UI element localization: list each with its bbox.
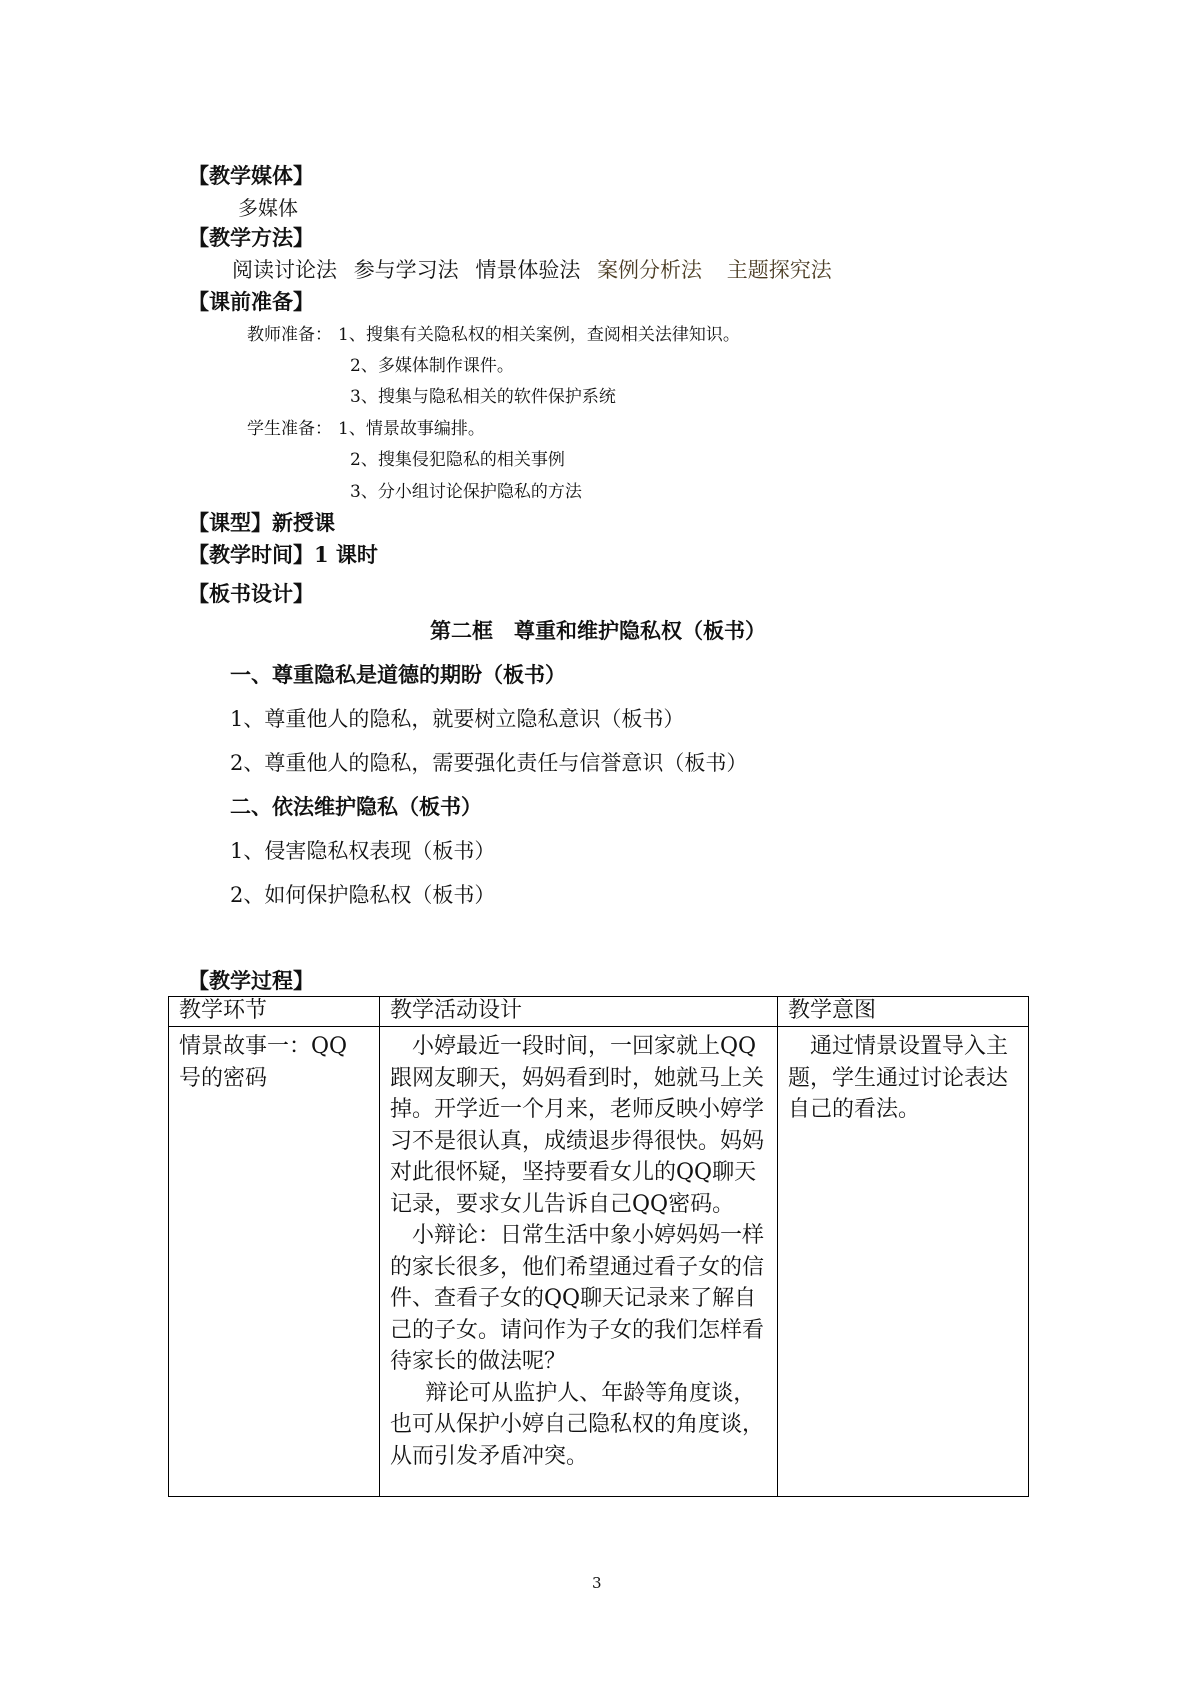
method-item: 主题探究法: [726, 258, 832, 282]
board-item: 1、侵害隐私权表现（板书）: [230, 839, 496, 863]
method-item: 参与学习法: [353, 258, 459, 282]
teacher-prep-label: 教师准备：: [247, 325, 332, 345]
table-header-row: [169, 997, 1029, 1027]
method-item: 阅读讨论法: [232, 258, 337, 282]
student-prep-item: 2、搜集侵犯隐私的相关事例: [350, 450, 565, 470]
methods-list: [232, 254, 832, 284]
activity-paragraph: 小辩论：日常生活中象小婷妈妈一样的家长很多，他们希望通过看子女的信件、查看子女的QQ聊天记录来了解自己的子女。请问作为子女的我们怎样看待家长的做法呢？: [390, 1223, 765, 1374]
lesson-time: [188, 539, 378, 569]
column-header-activity: 教学活动设计: [380, 997, 778, 1027]
media-heading: 【教学媒体】: [188, 163, 314, 188]
activity-cell: [380, 1027, 778, 1497]
process-heading: 【教学过程】: [188, 968, 314, 993]
teacher-prep-item: 2、多媒体制作课件。: [350, 356, 514, 376]
table-row: [169, 1027, 1029, 1497]
process-table: [168, 996, 1029, 1497]
activity-paragraph: 辩论可从监护人、年龄等角度谈，也可从保护小婷自己隐私权的角度谈，从而引发矛盾冲突。: [390, 1380, 765, 1469]
activity-paragraph: 小婷最近一段时间，一回家就上QQ跟网友聊天，妈妈看到时，她就马上关掉。开学近一个月来，老师反映小婷学习不是很认真，成绩退步得很快。妈妈对此很怀疑，坚持要看女儿的QQ聊天记录，要求女儿告诉自己QQ密码。: [390, 1034, 765, 1217]
student-prep-item: 3、分小组讨论保护隐私的方法: [350, 482, 582, 502]
board-section-1: 一、尊重隐私是道德的期盼（板书）: [230, 662, 566, 687]
teacher-prep-item: 3、搜集与隐私相关的软件保护系统: [350, 387, 616, 407]
column-header-intent: 教学意图: [778, 997, 1029, 1027]
method-item: 案例分析法: [597, 258, 703, 282]
lesson-time-value: 1 课时: [314, 542, 378, 567]
stage-cell: 情景故事一：QQ号的密码: [169, 1027, 380, 1497]
board-section-2: 二、依法维护隐私（板书）: [230, 794, 482, 819]
board-heading: 【板书设计】: [188, 581, 314, 606]
lesson-type-heading: 【课型】: [188, 510, 272, 535]
prep-heading: 【课前准备】: [188, 289, 314, 314]
board-item: 1、尊重他人的隐私，就要树立隐私意识（板书）: [230, 707, 685, 731]
intent-cell: [778, 1027, 1029, 1497]
board-item: 2、如何保护隐私权（板书）: [230, 883, 496, 907]
intent-text: 通过情景设置导入主题，学生通过讨论表达自己的看法。: [788, 1034, 1009, 1122]
teacher-prep-item: 1、搜集有关隐私权的相关案例，查阅相关法律知识。: [338, 325, 740, 345]
lesson-time-heading: 【教学时间】: [188, 542, 314, 567]
method-item: 情景体验法: [475, 258, 581, 282]
lesson-type-value: 新授课: [272, 510, 335, 535]
board-title: 第二框 尊重和维护隐私权（板书）: [430, 618, 766, 643]
lesson-type: [188, 507, 335, 537]
page-number: 3: [592, 1574, 602, 1592]
board-item: 2、尊重他人的隐私，需要强化责任与信誉意识（板书）: [230, 751, 748, 775]
student-prep-label: 学生准备：: [247, 419, 332, 439]
student-prep-item: 1、情景故事编排。: [338, 419, 485, 439]
media-value: 多媒体: [238, 196, 298, 220]
methods-heading: 【教学方法】: [188, 225, 314, 250]
column-header-stage: 教学环节: [169, 997, 380, 1027]
